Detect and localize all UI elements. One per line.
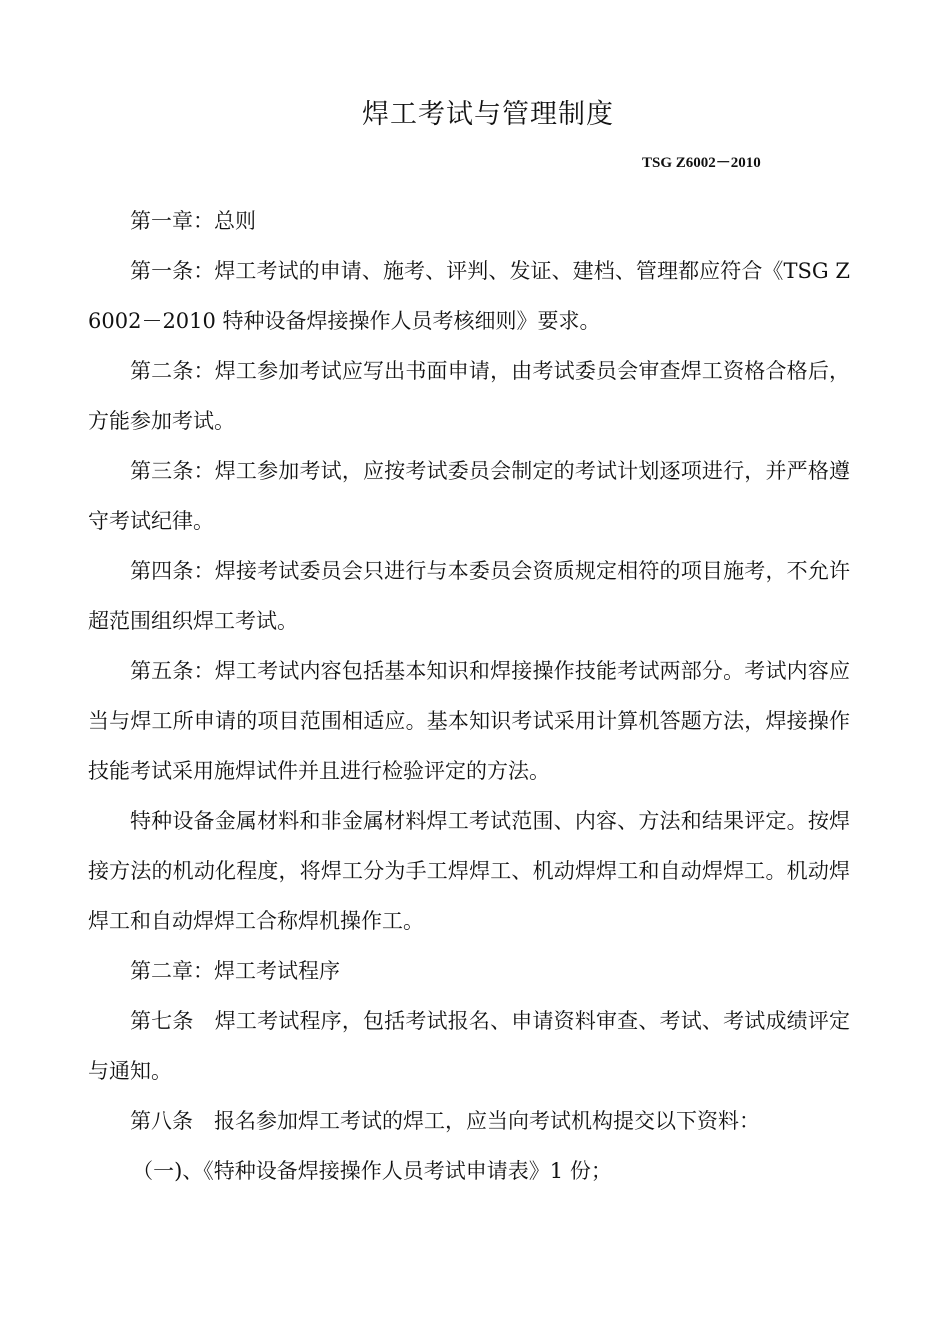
article-paragraph: 第三条：焊工参加考试，应按考试委员会制定的考试计划逐项进行，并严格遵守考试纪律。 [88, 459, 850, 533]
article-paragraph: 第一条：焊工考试的申请、施考、评判、发证、建档、管理都应符合《TSG Z6002－2010 特种设备焊接操作人员考核细则》要求。 [88, 259, 850, 333]
article-paragraph: 第五条：焊工考试内容包括基本知识和焊接操作技能考试两部分。考试内容应当与焊工所申请的项目范围相适应。基本知识考试采用计算机答题方法，焊接操作技能考试采用施焊试件并且进行检验评定的方法。 [88, 659, 850, 783]
document-title: 焊工考试与管理制度 [362, 99, 614, 130]
body-paragraph: 特种设备金属材料和非金属材料焊工考试范围、内容、方法和结果评定。按焊接方法的机动化程度，将焊工分为手工焊焊工、机动焊焊工和自动焊焊工。机动焊焊工和自动焊焊工合称焊机操作工。 [88, 809, 850, 933]
standard-number: TSG Z6002－2010 [642, 155, 761, 171]
list-item: （一)、《特种设备焊接操作人员考试申请表》1 份； [132, 1159, 612, 1183]
article-paragraph: 第八条 报名参加焊工考试的焊工，应当向考试机构提交以下资料： [130, 1109, 760, 1133]
chapter-heading: 第二章：焊工考试程序 [130, 959, 340, 983]
document-body [88, 196, 850, 1196]
article-paragraph: 第七条 焊工考试程序，包括考试报名、申请资料审查、考试、考试成绩评定与通知。 [88, 1009, 850, 1083]
article-paragraph: 第四条：焊接考试委员会只进行与本委员会资质规定相符的项目施考，不允许超范围组织焊工考试。 [88, 559, 850, 633]
chapter-heading: 第一章：总则 [130, 209, 256, 233]
article-paragraph: 第二条：焊工参加考试应写出书面申请，由考试委员会审查焊工资格合格后，方能参加考试。 [88, 359, 850, 433]
